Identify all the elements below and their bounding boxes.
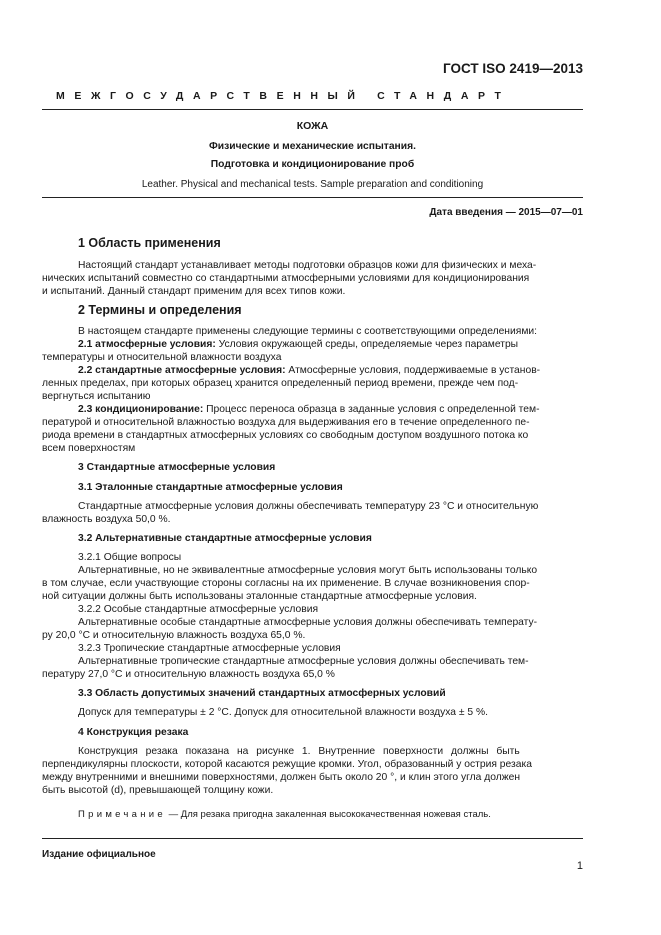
term-2-2-line-2: ленных пределах, при которых образец хранится определенный период времени, прежде чем под- — [42, 378, 519, 389]
s3-1-line-2: влажность воздуха 50,0 %. — [42, 514, 171, 525]
s3-2-3-line-2: пературу 27,0 °С и относительную влажность воздуха 65,0 % — [42, 669, 335, 680]
section-3-2-1-heading: 3.2.1 Общие вопросы — [78, 552, 182, 563]
note — [78, 808, 491, 821]
s3-2-1-line-1: Альтернативные, но не эквивалентные атмосферные условия могут быть использованы только — [78, 565, 538, 576]
s3-1-line-1: Стандартные атмосферные условия должны обеспечивать температуру 23 °С и относительную — [78, 501, 539, 512]
term-2-2 — [42, 364, 619, 377]
note-label: Примечание — [78, 809, 166, 820]
page-number: 1 — [576, 860, 583, 872]
document-title: КОЖА — [296, 120, 329, 132]
standard-code: ГОСТ ISO 2419—2013 — [443, 61, 583, 76]
s4-line-1: Конструкция резака показана на рисунке 1. Внутренние поверхности должны быть — [78, 746, 520, 757]
term-2-2-label: 2.2 стандартные атмосферные условия: — [78, 365, 286, 376]
s4-line-4: быть высотой (d), превышающей толщину кожи. — [42, 785, 274, 796]
term-2-2-text: Атмосферные условия, поддерживаемые в установ- — [285, 365, 541, 376]
section-3-2-heading: 3.2 Альтернативные стандартные атмосферные условия — [78, 533, 372, 544]
term-2-3-line-2: пературой и относительной влажностью воздуха для выдерживания его в течение определенного пе- — [42, 417, 530, 428]
term-2-3-line-4: всем поверхностям — [42, 443, 136, 454]
title-subtitle-2: Подготовка и кондиционирование проб — [210, 159, 415, 170]
official-edition-label: Издание официальное — [42, 849, 156, 860]
header-rule — [42, 109, 583, 110]
term-2-1-line-2: температуры и относительной влажности воздуха — [42, 352, 282, 363]
s2-intro: В настоящем стандарте применены следующие термины с соответствующими определениями: — [78, 326, 538, 337]
term-2-1-label: 2.1 атмосферные условия: — [78, 339, 216, 350]
s1-line-2: нических испытаний совместно со стандартными атмосферными условиями для кондиционирования — [42, 273, 530, 284]
section-3-2-3-heading: 3.2.3 Тропические стандартные атмосферные условия — [78, 643, 341, 654]
section-4-heading: 4 Конструкция резака — [78, 727, 189, 738]
term-2-1-text: Условия окружающей среды, определяемые через параметры — [215, 339, 519, 350]
term-2-3-text: Процесс переноса образца в заданные условия с определенной тем- — [203, 404, 540, 415]
term-2-3-line-3: риода времени в стандартных атмосферных условиях со свободным доступом воздушного потока ко — [42, 430, 529, 441]
s3-2-2-line-2: ру 20,0 °С и относительную влажность воздуха 65,0 %. — [42, 630, 306, 641]
term-2-2-line-3: вергнуться испытанию — [42, 391, 151, 402]
section-2-heading: 2 Термины и определения — [78, 303, 242, 317]
note-text: — Для резака пригодна закаленная высококачественная ножевая сталь. — [166, 809, 491, 820]
title-subtitle-1: Физические и механические испытания. — [209, 141, 416, 152]
section-1-heading: 1 Область применения — [78, 236, 221, 250]
section-3-2-2-heading: 3.2.2 Особые стандартные атмосферные условия — [78, 604, 319, 615]
title-english: Leather. Physical and mechanical tests. Sample preparation and conditioning — [141, 179, 484, 190]
title-rule — [42, 197, 583, 198]
section-3-1-heading: 3.1 Эталонные стандартные атмосферные условия — [78, 482, 343, 493]
s4-line-3: между внутренними и внешними поверхностями, должен быть около 20 °, и клин этого угла должен — [42, 772, 521, 783]
section-3-heading: 3 Стандартные атмосферные условия — [78, 462, 276, 473]
date-of-introduction: Дата введения — 2015—07—01 — [429, 207, 583, 218]
term-2-3-label: 2.3 кондиционирование: — [78, 404, 204, 415]
term-2-1 — [42, 338, 619, 351]
s1-line-1: Настоящий стандарт устанавливает методы подготовки образцов кожи для физических и меха- — [78, 260, 537, 271]
s3-2-2-line-1: Альтернативные особые стандартные атмосферные условия должны обеспечивать температу- — [78, 617, 538, 628]
section-3-3-heading: 3.3 Область допустимых значений стандартных атмосферных условий — [78, 688, 446, 699]
s3-2-1-line-2: в том случае, если участвующие стороны согласны на их применение. В случае возникновения спор- — [42, 578, 530, 589]
footer-rule — [42, 838, 583, 839]
interstate-standard-banner: МЕЖГОСУДАРСТВЕННЫЙ СТАНДАРТ — [56, 90, 511, 102]
s3-3-line-1: Допуск для температуры ± 2 °С. Допуск для относительной влажности воздуха ± 5 %. — [78, 707, 488, 718]
term-2-3 — [42, 403, 619, 416]
s3-2-3-line-1: Альтернативные тропические стандартные атмосферные условия должны обеспечивать тем- — [78, 656, 529, 667]
s4-line-2: перпендикулярны плоскости, которой касаются режущие кромки. Угол, образованный у острия резака — [42, 759, 532, 770]
s3-2-1-line-3: ной ситуации должны быть использованы эталонные стандартные атмосферные условия. — [42, 591, 477, 602]
s1-line-3: и испытаний. Данный стандарт применим для всех типов кожи. — [42, 286, 346, 297]
